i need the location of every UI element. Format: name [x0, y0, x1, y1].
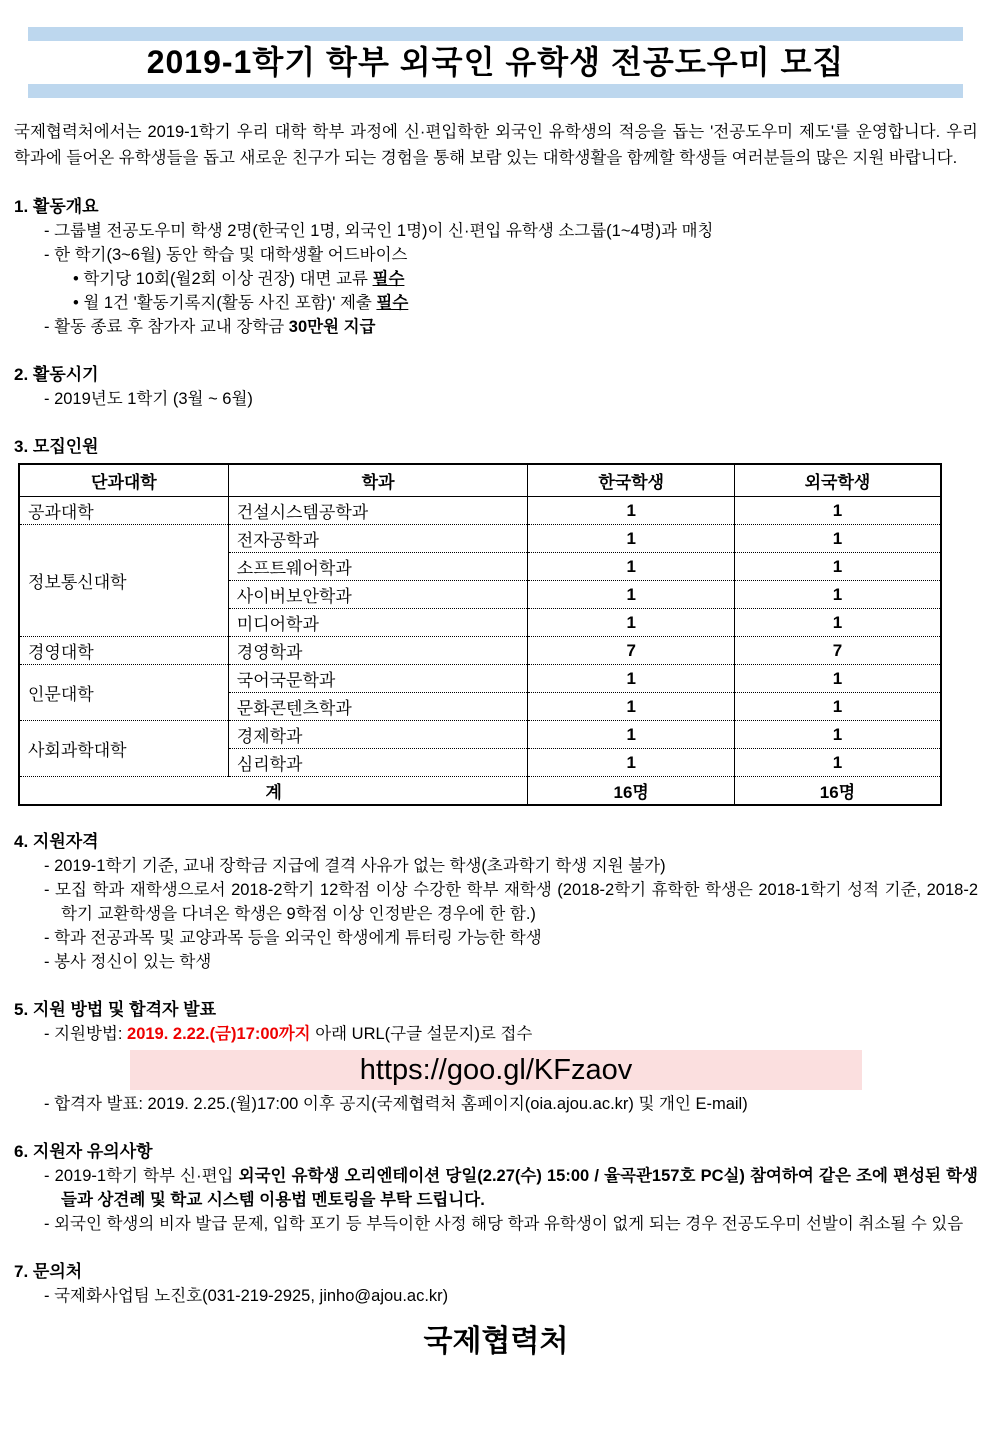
subbullet-report-text: • 월 1건 '활동기록지(활동 사진 포함)' 제출 [73, 294, 377, 312]
college-cell: 경영대학 [19, 637, 228, 665]
required-label: 필수 [372, 270, 405, 288]
banner-top-bar [28, 27, 963, 41]
intro-paragraph: 국제협력처에서는 2019-1학기 우리 대학 학부 과정에 신·편입학한 외국인 유학생의 적응을 돕는 '전공도우미 제도'를 운영합니다. 우리 학과에 들어온 유학생들을 돕고 새로운 친구가 되는 경험을 통해 보람 있는 대학생활을 함께할 학생들 여러분들의 많은 지원 바랍니다. [14, 123, 978, 167]
scholarship-amount: 30만원 지급 [288, 318, 376, 336]
bullet-apply-method [14, 1022, 978, 1046]
table-header-row [19, 464, 941, 497]
page-title: 2019-1학기 학부 외국인 유학생 전공도우미 모집 [146, 44, 845, 80]
bullet-eligibility-credits: - 모집 학과 재학생으로서 2018-2학기 12학점 이상 수강한 학부 재학생 (2018-2학기 휴학한 학생은 2018-1학기 성적 기준, 2018-2학기 교환학생을 다녀온 학생은 9학점 이상 인정받은 경우에 한 함.) [44, 881, 978, 923]
foreign-count-cell: 1 [734, 749, 941, 777]
bullet-eligibility-scholarship: - 2019-1학기 기준, 교내 장학금 지급에 결격 사유가 없는 학생(초과학기 학생 지원 불가) [44, 857, 666, 875]
section-recruitment-numbers [14, 435, 978, 806]
section-1-heading: 1. 활동개요 [14, 197, 99, 216]
korean-count-cell: 1 [528, 665, 735, 693]
dept-cell: 심리학과 [228, 749, 528, 777]
dept-cell: 경영학과 [228, 637, 528, 665]
section-activity-period [14, 363, 978, 411]
bullet-scholarship [14, 315, 978, 339]
dept-cell: 소프트웨어학과 [228, 553, 528, 581]
column-header-foreign-students: 외국학생 [734, 464, 941, 497]
orientation-prefix: - 2019-1학기 학부 신·편입 [44, 1167, 239, 1185]
table-total-row [19, 777, 941, 806]
dept-cell: 건설시스템공학과 [228, 497, 528, 525]
bullet-announcement: - 합격자 발표: 2019. 2.25.(월)17:00 이후 공지(국제협력처 홈페이지(oia.ajou.ac.kr) 및 개인 E-mail) [44, 1095, 748, 1113]
college-cell: 사회과학대학 [19, 721, 228, 777]
bullet-contact-info: - 국제화사업팀 노진호(031-219-2925, jinho@ajou.ac.kr) [44, 1287, 449, 1305]
table-row [19, 497, 941, 525]
korean-count-cell: 1 [528, 693, 735, 721]
college-cell: 인문대학 [19, 665, 228, 721]
korean-count-cell: 1 [528, 609, 735, 637]
korean-count-cell: 1 [528, 749, 735, 777]
section-notes [14, 1140, 978, 1236]
bullet-period: - 2019년도 1학기 (3월 ~ 6월) [44, 390, 253, 408]
bullet-scholarship-text: - 활동 종료 후 참가자 교내 장학금 [44, 318, 289, 336]
title-banner [28, 27, 963, 98]
section-2-heading: 2. 활동시기 [14, 365, 99, 384]
table-row [19, 721, 941, 749]
total-label-cell: 계 [19, 777, 528, 806]
application-url-highlight [130, 1050, 862, 1090]
foreign-count-cell: 1 [734, 693, 941, 721]
table-row [19, 525, 941, 553]
subbullet-meeting-text: • 학기당 10회(월2회 이상 권장) 대면 교류 [73, 270, 373, 288]
dept-cell: 미디어학과 [228, 609, 528, 637]
table-row [19, 665, 941, 693]
foreign-count-cell: 1 [734, 497, 941, 525]
korean-count-cell: 1 [528, 553, 735, 581]
section-application [14, 998, 978, 1116]
apply-deadline: 2019. 2.22.(금)17:00까지 [127, 1025, 311, 1043]
bullet-eligibility-service: - 봉사 정신이 있는 학생 [44, 953, 212, 971]
issuing-office-name: 국제협력처 [423, 1325, 569, 1358]
korean-count-cell: 1 [528, 581, 735, 609]
dept-cell: 경제학과 [228, 721, 528, 749]
dept-cell: 전자공학과 [228, 525, 528, 553]
column-header-korean-students: 한국학생 [528, 464, 735, 497]
banner-bottom-bar [28, 84, 963, 98]
apply-method-prefix: - 지원방법: [44, 1025, 128, 1043]
section-5-heading: 5. 지원 방법 및 합격자 발표 [14, 1000, 217, 1019]
bullet-orientation [14, 1164, 978, 1212]
dept-cell: 국어국문학과 [228, 665, 528, 693]
foreign-count-cell: 1 [734, 525, 941, 553]
foreign-count-cell: 1 [734, 609, 941, 637]
column-header-department: 학과 [228, 464, 528, 497]
section-7-heading: 7. 문의처 [14, 1262, 83, 1281]
subbullet-report-requirement [14, 291, 978, 315]
foreign-count-cell: 1 [734, 721, 941, 749]
orientation-details: 외국인 유학생 오리엔테이션 당일(2.27(수) 15:00 / 율곡관157호 PC실) 참여하여 같은 조에 편성된 학생들과 상견례 및 학교 시스템 이용법 멘토링을 부탁 드립니다. [61, 1167, 978, 1209]
korean-count-cell: 7 [528, 637, 735, 665]
recruitment-table [18, 463, 942, 806]
column-header-college: 단과대학 [19, 464, 228, 497]
college-cell: 정보통신대학 [19, 525, 228, 637]
bullet-semester-advice: - 한 학기(3~6월) 동안 학습 및 대학생활 어드바이스 [44, 246, 408, 264]
bullet-eligibility-tutoring: - 학과 전공과목 및 교양과목 등을 외국인 학생에게 튜터링 가능한 학생 [44, 929, 542, 947]
dept-cell: 문화콘텐츠학과 [228, 693, 528, 721]
foreign-count-cell: 1 [734, 581, 941, 609]
foreign-count-cell: 1 [734, 553, 941, 581]
section-contact [14, 1260, 978, 1308]
total-foreign-cell: 16명 [734, 777, 941, 806]
korean-count-cell: 1 [528, 497, 735, 525]
foreign-count-cell: 7 [734, 637, 941, 665]
apply-method-suffix: 아래 URL(구글 설문지)로 접수 [310, 1025, 533, 1043]
korean-count-cell: 1 [528, 525, 735, 553]
dept-cell: 사이버보안학과 [228, 581, 528, 609]
foreign-count-cell: 1 [734, 665, 941, 693]
table-row [19, 637, 941, 665]
bullet-group-matching: - 그룹별 전공도우미 학생 2명(한국인 1명, 외국인 1명)이 신·편입 유학생 소그룹(1~4명)과 매칭 [44, 222, 714, 240]
required-label: 필수 [376, 294, 409, 312]
subbullet-meeting-requirement [14, 267, 978, 291]
korean-count-cell: 1 [528, 721, 735, 749]
section-4-heading: 4. 지원자격 [14, 832, 99, 851]
section-6-heading: 6. 지원자 유의사항 [14, 1142, 153, 1161]
bullet-cancellation: - 외국인 학생의 비자 발급 문제, 입학 포기 등 부득이한 사정 해당 학과 유학생이 없게 되는 경우 전공도우미 선발이 취소될 수 있음 [44, 1215, 964, 1233]
college-cell: 공과대학 [19, 497, 228, 525]
application-url: https://goo.gl/KFzaov [359, 1054, 633, 1086]
section-eligibility [14, 830, 978, 974]
total-korean-cell: 16명 [528, 777, 735, 806]
section-activity-overview [14, 195, 978, 339]
section-3-heading: 3. 모집인원 [14, 437, 99, 456]
